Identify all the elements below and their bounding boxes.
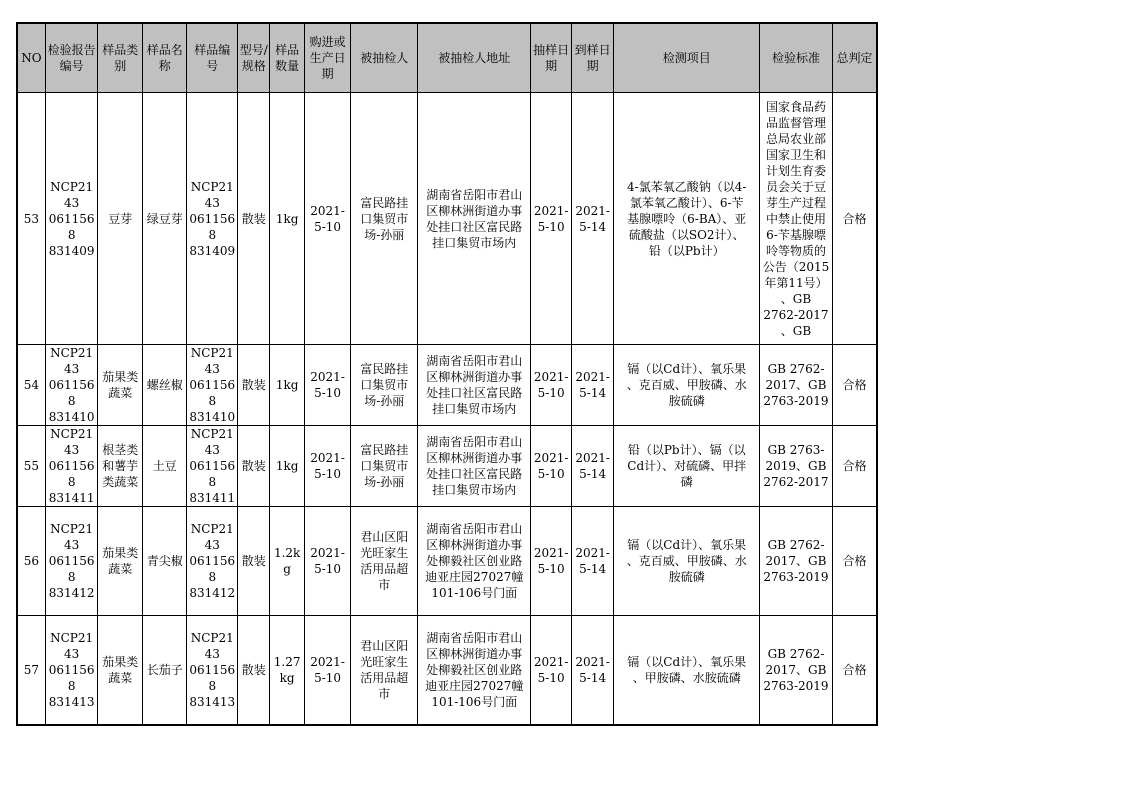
cell-report-no: NCP2143 0611568 831413: [45, 616, 98, 725]
cell-arrival-date: 2021- 5-14: [571, 616, 613, 725]
cell-sample-no: NCP2143 0611568 831413: [187, 616, 238, 725]
cell-items: 镉（以Cd计）、氧乐果 、克百威、甲胺磷、水 胺硫磷: [614, 507, 760, 616]
cell-report-no: NCP2143 0611568 831411: [45, 426, 98, 507]
cell-name: 绿豆芽: [142, 93, 187, 345]
cell-standard: GB 2762- 2017、GB 2763-2019: [760, 345, 833, 426]
cell-category: 豆芽: [98, 93, 143, 345]
cell-inspected: 富民路挂 口集贸市 场-孙丽: [351, 345, 418, 426]
header-sample-no: 样品编号: [187, 23, 238, 93]
cell-address: 湖南省岳阳市君山 区柳林洲街道办事 处挂口社区富民路 挂口集贸市场内: [418, 426, 531, 507]
cell-address: 湖南省岳阳市君山 区柳林洲街道办事 处柳毅社区创业路 迪亚庄园27027幢 101-106号门面: [418, 616, 531, 725]
cell-arrival-date: 2021- 5-14: [571, 93, 613, 345]
cell-spec: 散装: [238, 345, 270, 426]
cell-spec: 散装: [238, 616, 270, 725]
cell-spec: 散装: [238, 507, 270, 616]
cell-name: 青尖椒: [142, 507, 187, 616]
inspection-results-table: [16, 22, 878, 726]
cell-sample-no: NCP2143 0611568 831410: [187, 345, 238, 426]
cell-purchase-date: 2021- 5-10: [304, 345, 351, 426]
cell-purchase-date: 2021- 5-10: [304, 93, 351, 345]
cell-category: 茄果类 蔬菜: [98, 616, 143, 725]
cell-inspected: 君山区阳 光旺家生 活用品超 市: [351, 616, 418, 725]
header-report-no: 检验报告编号: [45, 23, 98, 93]
cell-qty: 1kg: [270, 426, 304, 507]
cell-purchase-date: 2021- 5-10: [304, 507, 351, 616]
cell-result: 合格: [832, 345, 877, 426]
header-category: 样品类别: [98, 23, 143, 93]
cell-no: 56: [17, 507, 45, 616]
cell-items: 4-氯苯氧乙酸钠（以4- 氯苯氧乙酸计）、6-苄 基腺嘌呤（6-BA）、亚 硫酸盐（以SO2计）、 铅（以Pb计）: [614, 93, 760, 345]
cell-report-no: NCP2143 0611568 831409: [45, 93, 98, 345]
header-sampling-date: 抽样日期: [531, 23, 571, 93]
cell-address: 湖南省岳阳市君山 区柳林洲街道办事 处柳毅社区创业路 迪亚庄园27027幢 101-106号门面: [418, 507, 531, 616]
header-purchase-date: 购进或生产日期: [304, 23, 351, 93]
cell-sampling-date: 2021- 5-10: [531, 507, 571, 616]
cell-spec: 散装: [238, 93, 270, 345]
cell-spec: 散装: [238, 426, 270, 507]
cell-qty: 1.27kg: [270, 616, 304, 725]
cell-no: 54: [17, 345, 45, 426]
cell-inspected: 君山区阳 光旺家生 活用品超 市: [351, 507, 418, 616]
cell-no: 57: [17, 616, 45, 725]
cell-items: 镉（以Cd计）、氧乐果 、甲胺磷、水胺硫磷: [614, 616, 760, 725]
cell-address: 湖南省岳阳市君山 区柳林洲街道办事 处挂口社区富民路 挂口集贸市场内: [418, 345, 531, 426]
cell-inspected: 富民路挂 口集贸市 场-孙丽: [351, 426, 418, 507]
table-header-row: [17, 23, 877, 93]
cell-category: 茄果类 蔬菜: [98, 345, 143, 426]
header-address: 被抽检人地址: [418, 23, 531, 93]
table-row: [17, 345, 877, 426]
cell-result: 合格: [832, 507, 877, 616]
cell-name: 长茄子: [142, 616, 187, 725]
header-qty: 样品数量: [270, 23, 304, 93]
table-row: [17, 93, 877, 345]
cell-items: 镉（以Cd计）、氧乐果 、克百威、甲胺磷、水 胺硫磷: [614, 345, 760, 426]
cell-qty: 1kg: [270, 345, 304, 426]
cell-result: 合格: [832, 93, 877, 345]
cell-result: 合格: [832, 426, 877, 507]
table-row: [17, 426, 877, 507]
cell-category: 根茎类 和薯芋 类蔬菜: [98, 426, 143, 507]
header-arrival-date: 到样日期: [571, 23, 613, 93]
cell-sample-no: NCP2143 0611568 831412: [187, 507, 238, 616]
cell-sampling-date: 2021- 5-10: [531, 426, 571, 507]
cell-standard: GB 2763- 2019、GB 2762-2017: [760, 426, 833, 507]
cell-address: 湖南省岳阳市君山 区柳林洲街道办事 处挂口社区富民路 挂口集贸市场内: [418, 93, 531, 345]
cell-result: 合格: [832, 616, 877, 725]
header-standard: 检验标准: [760, 23, 833, 93]
cell-no: 55: [17, 426, 45, 507]
cell-sampling-date: 2021- 5-10: [531, 93, 571, 345]
cell-purchase-date: 2021- 5-10: [304, 616, 351, 725]
cell-no: 53: [17, 93, 45, 345]
cell-sample-no: NCP2143 0611568 831411: [187, 426, 238, 507]
cell-name: 土豆: [142, 426, 187, 507]
cell-standard: GB 2762- 2017、GB 2763-2019: [760, 616, 833, 725]
cell-qty: 1kg: [270, 93, 304, 345]
table-row: [17, 616, 877, 725]
cell-inspected: 富民路挂 口集贸市 场-孙丽: [351, 93, 418, 345]
header-inspected: 被抽检人: [351, 23, 418, 93]
cell-items: 铅（以Pb计）、镉（以 Cd计）、对硫磷、甲拌 磷: [614, 426, 760, 507]
cell-report-no: NCP2143 0611568 831412: [45, 507, 98, 616]
cell-standard: 国家食品药 品监督管理 总局农业部 国家卫生和 计划生育委 员会关于豆 芽生产过程 中禁止使用 6-苄基腺嘌 呤等物质的 公告（2015 年第11号） 、GB 2762-2017 、GB: [760, 93, 833, 345]
cell-report-no: NCP2143 0611568 831410: [45, 345, 98, 426]
cell-purchase-date: 2021- 5-10: [304, 426, 351, 507]
header-result: 总判定: [832, 23, 877, 93]
cell-name: 螺丝椒: [142, 345, 187, 426]
cell-arrival-date: 2021- 5-14: [571, 507, 613, 616]
cell-sampling-date: 2021- 5-10: [531, 616, 571, 725]
cell-qty: 1.2kg: [270, 507, 304, 616]
cell-arrival-date: 2021- 5-14: [571, 345, 613, 426]
header-name: 样品名称: [142, 23, 187, 93]
table-row: [17, 507, 877, 616]
header-spec: 型号/规格: [238, 23, 270, 93]
cell-arrival-date: 2021- 5-14: [571, 426, 613, 507]
cell-sampling-date: 2021- 5-10: [531, 345, 571, 426]
cell-sample-no: NCP2143 0611568 831409: [187, 93, 238, 345]
header-items: 检测项目: [614, 23, 760, 93]
header-no: NO: [17, 23, 45, 93]
cell-category: 茄果类 蔬菜: [98, 507, 143, 616]
cell-standard: GB 2762- 2017、GB 2763-2019: [760, 507, 833, 616]
